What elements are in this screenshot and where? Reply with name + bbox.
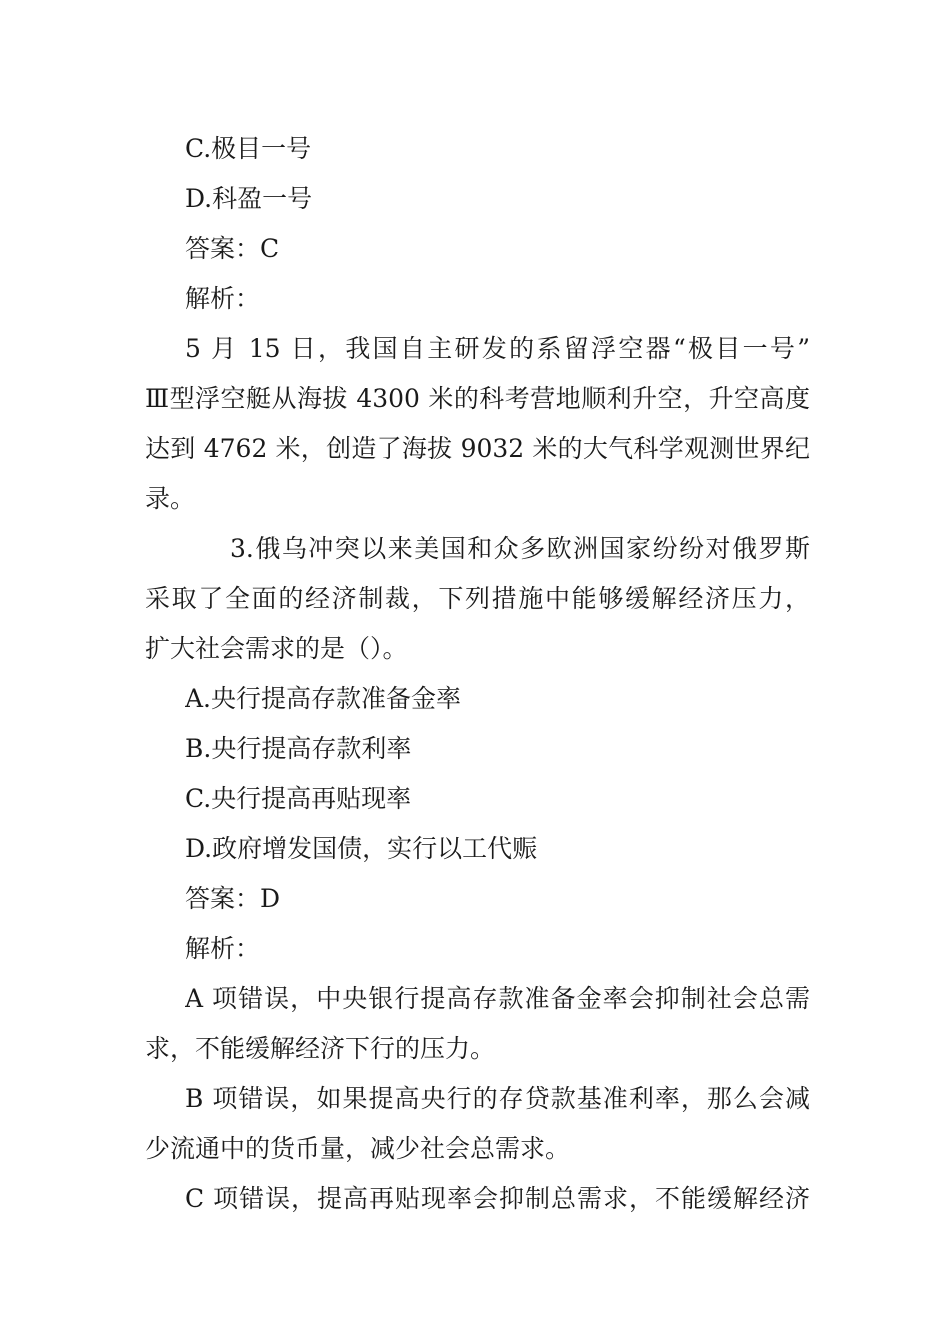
analysis-a-line: A 项错误，中央银行提高存款准备金率会抑制社会总需 (185, 984, 810, 1013)
analysis-b-line: 少流通中的货币量，减少社会总需求。 (145, 1134, 571, 1163)
analysis-a-line: 求，不能缓解经济下行的压力。 (145, 1034, 496, 1063)
question-3-stem-line: 扩大社会需求的是（）。 (145, 634, 408, 663)
option-d: D.科盈一号 (185, 184, 313, 213)
answer: 答案：C (185, 234, 280, 263)
analysis-label: 解析： (185, 284, 261, 313)
option-c: C.央行提高再贴现率 (185, 784, 412, 813)
question-3-stem-line: 采取了全面的经济制裁，下列措施中能够缓解经济压力， (145, 584, 810, 613)
analysis-label: 解析： (185, 934, 261, 963)
option-a: A.央行提高存款准备金率 (185, 684, 462, 713)
option-d: D.政府增发国债，实行以工代赈 (185, 834, 538, 863)
answer: 答案：D (185, 884, 281, 913)
option-b: B.央行提高存款利率 (185, 734, 412, 763)
option-c: C.极目一号 (185, 134, 312, 163)
analysis-paragraph-line: 5 月 15 日，我国自主研发的系留浮空器“极目一号” (185, 334, 810, 363)
analysis-b-line: B 项错误，如果提高央行的存贷款基准利率，那么会减 (185, 1084, 810, 1113)
analysis-c-line: C 项错误，提高再贴现率会抑制总需求，不能缓解经济 (185, 1184, 810, 1213)
analysis-paragraph-line: 录。 (145, 484, 196, 513)
analysis-paragraph-line: Ⅲ型浮空艇从海拔 4300 米的科考营地顺利升空，升空高度 (145, 384, 810, 413)
question-3-stem-line: 3.俄乌冲突以来美国和众多欧洲国家纷纷对俄罗斯 (230, 534, 810, 563)
analysis-paragraph-line: 达到 4762 米，创造了海拔 9032 米的大气科学观测世界纪 (145, 434, 810, 463)
